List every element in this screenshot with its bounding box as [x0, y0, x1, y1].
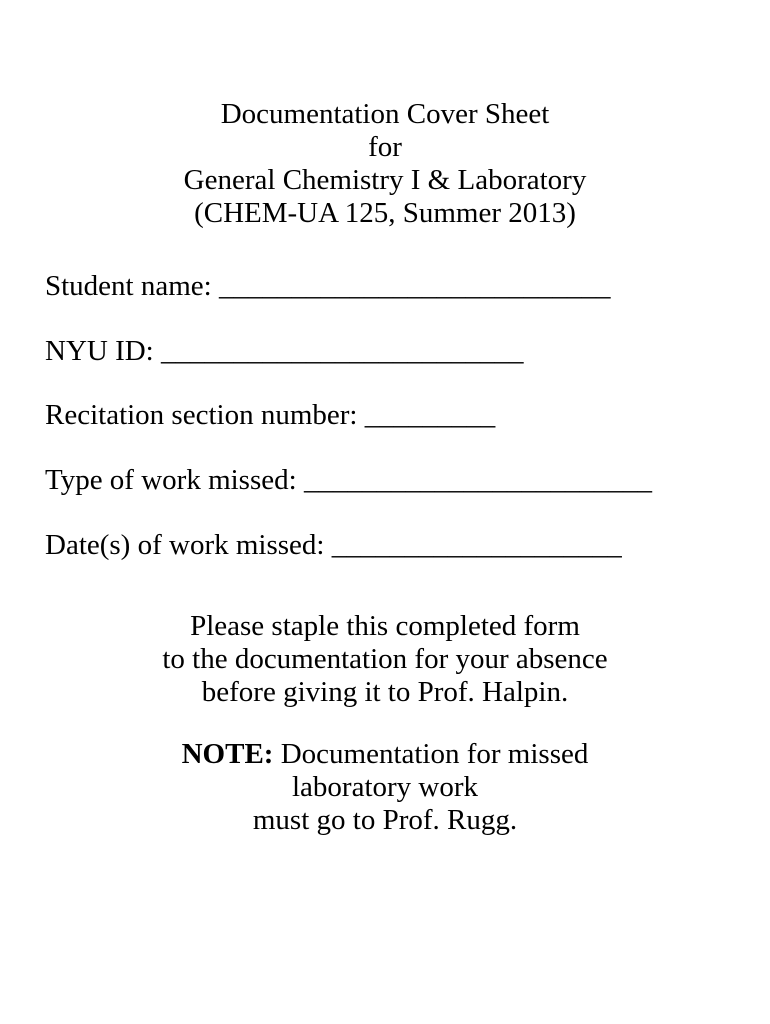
nyu-id-label: NYU ID: [45, 335, 154, 367]
title-line-2: for [368, 131, 402, 163]
work-type-label: Type of work missed: [45, 464, 297, 496]
work-dates-blank: ____________________ [331, 529, 622, 561]
instructions-line-1: Please staple this completed form [190, 610, 580, 642]
title-line-3: General Chemistry I & Laboratory [183, 164, 587, 196]
student-name-blank: ___________________________ [218, 270, 611, 302]
student-name-field [45, 270, 610, 303]
nyu-id-blank: _________________________ [161, 335, 524, 367]
note-line-3: must go to Prof. Rugg. [252, 804, 518, 836]
work-type-blank: ________________________ [303, 464, 652, 496]
title-line-4: (CHEM-UA 125, Summer 2013) [194, 197, 576, 229]
nyu-id-field [45, 335, 524, 368]
student-name-label: Student name: [45, 270, 212, 302]
recitation-section-field [45, 399, 495, 432]
title-line-1: Documentation Cover Sheet [220, 98, 550, 130]
work-dates-label: Date(s) of work missed: [45, 529, 325, 561]
staple-instructions [0, 610, 770, 709]
recitation-section-label: Recitation section number: [45, 399, 358, 431]
note-label: NOTE: [181, 738, 274, 770]
note-line-1-text: Documentation for missed [273, 738, 589, 770]
note-line-2: laboratory work [291, 771, 479, 803]
work-dates-field [45, 529, 622, 562]
note-line-1 [0, 738, 770, 771]
instructions-line-3: before giving it to Prof. Halpin. [201, 676, 569, 708]
work-type-field [45, 464, 652, 497]
document-title [0, 98, 770, 230]
lab-note [0, 738, 770, 837]
recitation-section-blank: _________ [364, 399, 496, 431]
instructions-line-2: to the documentation for your absence [162, 643, 608, 675]
